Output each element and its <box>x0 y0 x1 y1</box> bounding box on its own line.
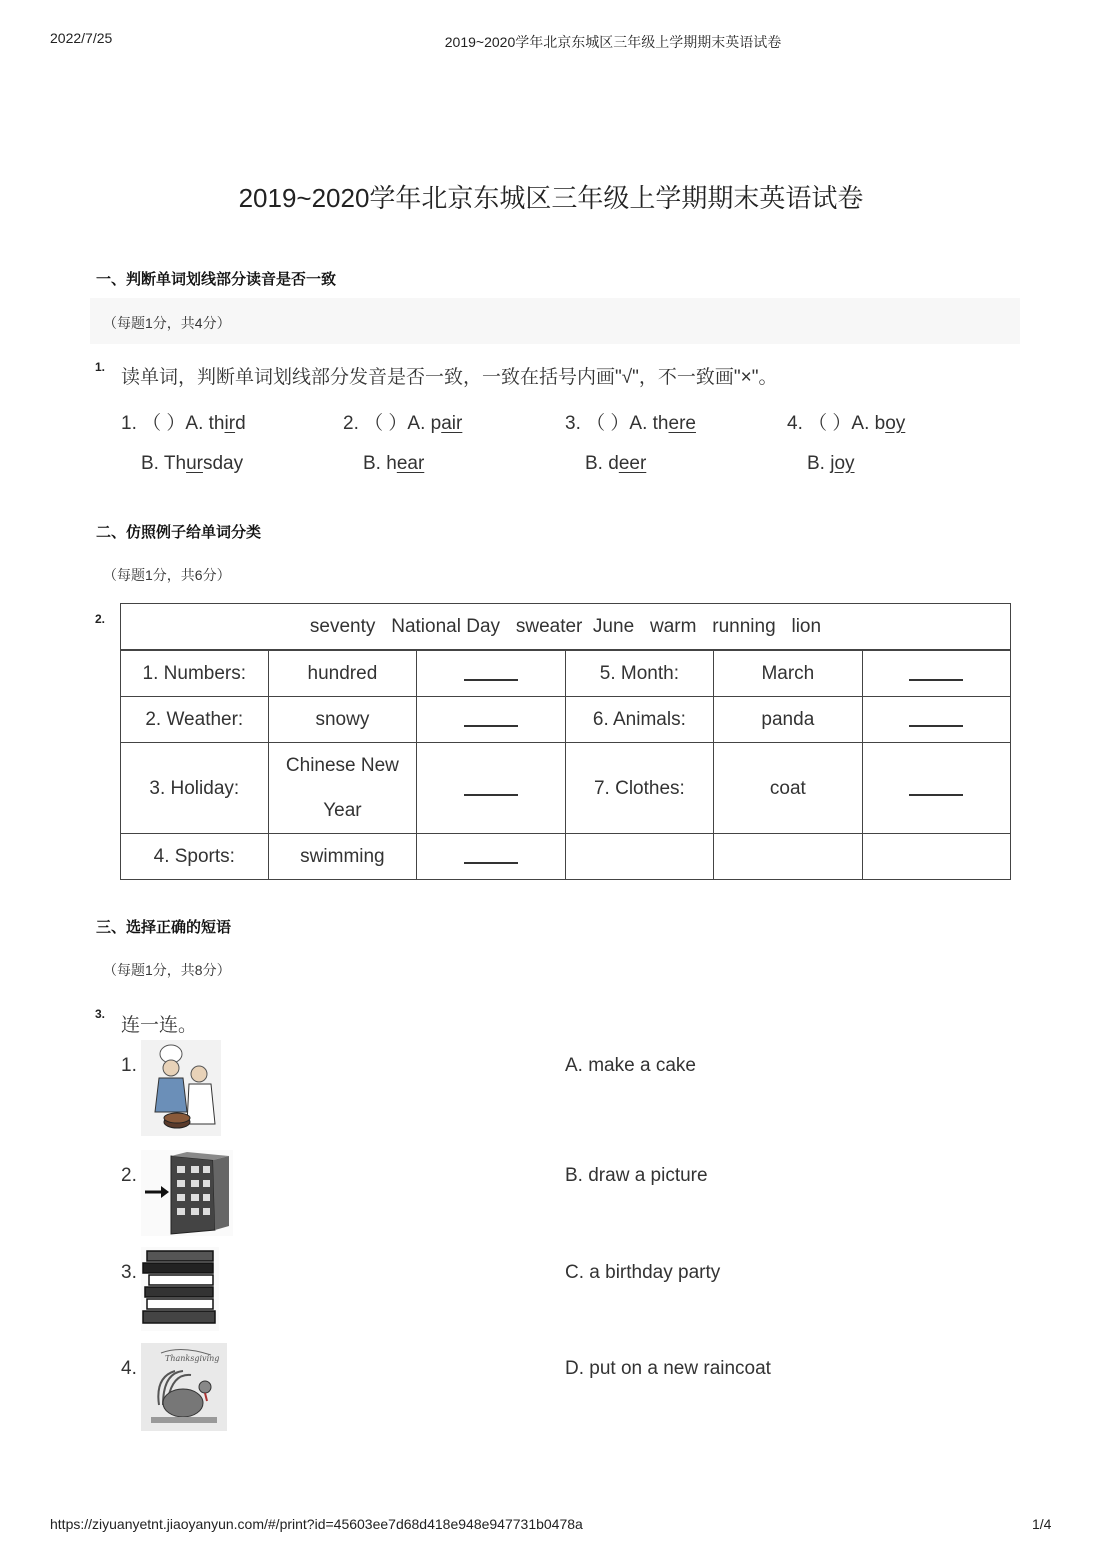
section-3-note: （每题1分，共8分） <box>103 962 231 978</box>
match-option-c: C. a birthday party <box>565 1262 721 1283</box>
table-row <box>121 834 1011 880</box>
section-2-heading: 二、仿照例子给单词分类 <box>96 524 262 541</box>
page-title: 2019~2020学年北京东城区三年级上学期期末英语试卷 <box>238 183 864 213</box>
word-bank: seventy National Day sweater June warm running lion <box>121 604 1011 651</box>
answer-blank[interactable] <box>862 743 1010 834</box>
example-cell: March <box>714 650 862 697</box>
table-row <box>121 697 1011 743</box>
example-cell: hundred <box>268 650 417 697</box>
category-cell: 7. Clothes: <box>565 743 714 834</box>
q1-item-3-a: 3. （ ）A. there <box>565 413 696 434</box>
classification-table <box>120 603 1011 880</box>
section-1-note: （每题1分，共4分） <box>103 315 231 331</box>
match-option-b: B. draw a picture <box>565 1165 708 1186</box>
thanksgiving-turkey-picture <box>141 1343 227 1431</box>
section-2-note: （每题1分，共6分） <box>103 567 231 583</box>
print-date: 2022/7/25 <box>50 30 113 46</box>
empty-cell <box>565 834 714 880</box>
category-cell: 6. Animals: <box>565 697 714 743</box>
q1-item-4-b: B. joy <box>807 453 855 474</box>
question-3-instruction: 连一连。 <box>121 1015 198 1036</box>
answer-blank[interactable] <box>417 650 565 697</box>
category-cell: 4. Sports: <box>121 834 269 880</box>
q1-item-3-b: B. deer <box>585 453 647 474</box>
question-1-instruction: 读单词，判断单词划线部分发音是否一致，一致在括号内画"√"，不一致画"×"。 <box>121 367 778 388</box>
answer-blank[interactable] <box>417 743 565 834</box>
answer-blank[interactable] <box>862 697 1010 743</box>
print-header-title: 2019~2020学年北京东城区三年级上学期期末英语试卷 <box>444 34 782 50</box>
example-cell: coat <box>714 743 862 834</box>
question-2-number: 2. <box>95 612 106 626</box>
example-cell: swimming <box>268 834 417 880</box>
empty-cell <box>714 834 862 880</box>
match-left-number-1: 1. <box>121 1055 137 1076</box>
example-cell: snowy <box>268 697 417 743</box>
books-stack-picture <box>141 1247 219 1331</box>
empty-cell <box>862 834 1010 880</box>
category-cell: 5. Month: <box>565 650 714 697</box>
section-3-heading: 三、选择正确的短语 <box>96 919 232 936</box>
example-cell: panda <box>714 697 862 743</box>
building-picture <box>141 1150 233 1236</box>
table-row <box>121 650 1011 697</box>
table-row <box>121 743 1011 834</box>
answer-blank[interactable] <box>862 650 1010 697</box>
q1-item-1-a: 1. （ ）A. third <box>121 413 246 434</box>
question-3-number: 3. <box>95 1007 106 1021</box>
baking-cake-picture <box>141 1040 221 1136</box>
category-cell: 2. Weather: <box>121 697 269 743</box>
answer-blank[interactable] <box>417 697 565 743</box>
answer-blank[interactable] <box>417 834 565 880</box>
section-1-heading: 一、判断单词划线部分读音是否一致 <box>96 271 337 288</box>
q1-item-4-a: 4. （ ）A. boy <box>787 413 906 434</box>
q1-item-1-b: B. Thursday <box>141 453 244 474</box>
category-cell: 1. Numbers: <box>121 650 269 697</box>
example-cell: Chinese New Year <box>268 743 417 834</box>
footer-url[interactable]: https://ziyuanyetnt.jiaoyanyun.com/#/print?id=45603ee7d68d418e948e947731b0478a <box>50 1516 583 1532</box>
match-left-number-2: 2. <box>121 1165 137 1186</box>
match-option-a: A. make a cake <box>565 1055 696 1076</box>
match-left-number-3: 3. <box>121 1262 137 1283</box>
q1-item-2-b: B. hear <box>363 453 425 474</box>
q1-item-2-a: 2. （ ）A. pair <box>343 413 463 434</box>
question-1-number: 1. <box>95 360 106 374</box>
category-cell: 3. Holiday: <box>121 743 269 834</box>
match-left-number-4: 4. <box>121 1358 137 1379</box>
page-number: 1/4 <box>1032 1516 1052 1532</box>
match-option-d: D. put on a new raincoat <box>565 1358 771 1379</box>
svg-text:Thanksgiving: Thanksgiving <box>165 1354 220 1363</box>
